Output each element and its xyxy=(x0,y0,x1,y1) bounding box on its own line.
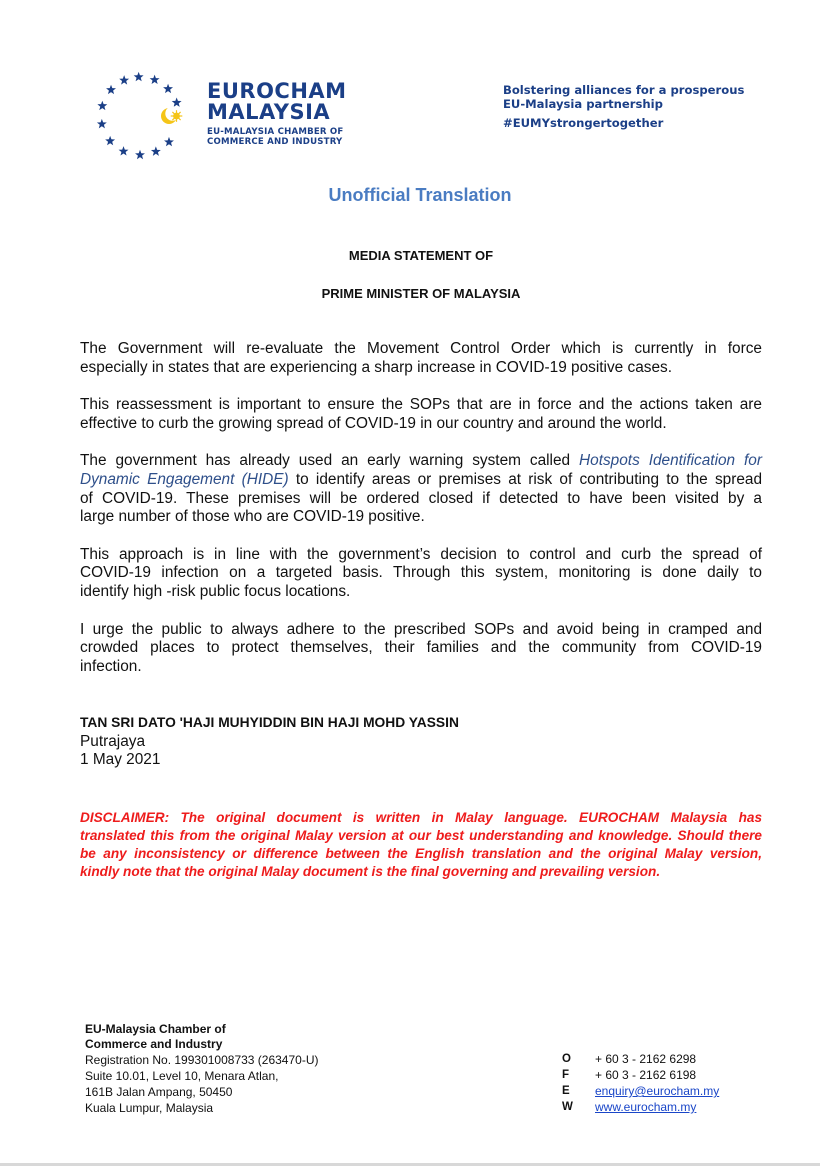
footer-org-line2: Commerce and Industry xyxy=(85,1037,223,1051)
paragraph-line: identify high -risk public focus locations. xyxy=(80,582,351,600)
logo-star-icon xyxy=(135,150,145,159)
paragraph-line: especially in states that are experiencing a sharp increase in COVID-19 positive cases. xyxy=(80,358,672,376)
footer-address-line: Suite 10.01, Level 10, Menara Atlan, xyxy=(85,1069,279,1083)
logo-star-icon xyxy=(134,72,144,81)
brand-name-line1: EUROCHAM xyxy=(207,79,347,103)
tagline-line2: EU-Malaysia partnership xyxy=(503,96,663,111)
paragraph-line: infection. xyxy=(80,657,142,675)
paragraph-5 xyxy=(80,621,762,677)
paragraph-4 xyxy=(80,546,762,602)
disclaimer-line: translated this from the original Malay version at our best understanding and knowledge. Should there xyxy=(80,828,762,843)
footer-address-line: Kuala Lumpur, Malaysia xyxy=(85,1101,214,1115)
contact-fax xyxy=(562,1067,719,1083)
logo-star-icon xyxy=(106,85,116,94)
office-phone: + 60 3 - 2162 6298 xyxy=(595,1052,697,1066)
logo-star-icon xyxy=(172,97,182,106)
logo-star-icon xyxy=(105,136,115,145)
footer-contacts xyxy=(562,1051,719,1115)
signature-block xyxy=(80,714,459,770)
statement-subtitle: PRIME MINISTER OF MALAYSIA xyxy=(321,286,521,301)
logo-star-icon xyxy=(163,84,173,93)
logo-star-icon xyxy=(97,101,107,110)
paragraph-line: This approach is in line with the government’s decision to control and curb the spread of xyxy=(80,545,762,563)
signature-place: Putrajaya xyxy=(80,732,146,750)
email-link[interactable]: enquiry@eurocham.my xyxy=(595,1084,720,1098)
disclaimer-line: DISCLAIMER: The original document is written in Malay language. EUROCHAM Malaysia has xyxy=(80,810,762,825)
statement-body xyxy=(80,340,762,695)
footer-address-line: 161B Jalan Ampang, 50450 xyxy=(85,1085,233,1099)
footer-address xyxy=(85,1022,319,1116)
logo-star-icon xyxy=(119,75,129,84)
tagline xyxy=(503,84,744,131)
disclaimer-line: be any inconsistency or difference between the English translation and the original Malay version, xyxy=(80,846,762,861)
paragraph-3 xyxy=(80,452,762,526)
paragraph-line: The Government will re-evaluate the Movement Control Order which is currently in force xyxy=(80,340,762,357)
tagline-line1: Bolstering alliances for a prosperous xyxy=(503,83,745,97)
paragraph-line: I urge the public to always adhere to the prescribed SOPs and avoid being in cramped and xyxy=(80,620,762,638)
brand-name-line2: MALAYSIA xyxy=(207,100,331,124)
unofficial-translation-heading: Unofficial Translation xyxy=(328,185,512,205)
footer-org-line1: EU-Malaysia Chamber of xyxy=(85,1022,226,1036)
disclaimer xyxy=(80,809,762,881)
paragraph-line: crowded places to protect themselves, their families and the community from COVID-19 xyxy=(80,639,762,657)
contact-website xyxy=(562,1099,719,1115)
crescent-sun-icon xyxy=(161,106,182,124)
paragraph-line: COVID-19 infection on a targeted basis. Through this system, monitoring is done daily to xyxy=(80,564,762,582)
signature-date: 1 May 2021 xyxy=(80,751,161,769)
website-link[interactable]: www.eurocham.my xyxy=(595,1100,697,1114)
logo-star-icon xyxy=(150,75,160,84)
logo-star-icon xyxy=(164,137,174,146)
eurocham-logo xyxy=(90,66,190,166)
paragraph-2 xyxy=(80,396,762,433)
website-label: W xyxy=(562,1101,573,1113)
paragraph-line xyxy=(80,452,762,471)
contact-office xyxy=(562,1051,719,1067)
office-label: O xyxy=(562,1053,571,1065)
logo-star-icon xyxy=(97,119,107,128)
signatory-name: TAN SRI DATO 'HAJI MUHYIDDIN BIN HAJI MOHD YASSIN xyxy=(80,715,459,730)
contact-email xyxy=(562,1083,719,1099)
paragraph-line xyxy=(80,471,762,490)
hashtag: #EUMYstrongertogether xyxy=(503,116,664,130)
fax-label: F xyxy=(562,1069,570,1081)
footer-registration: Registration No. 199301008733 (263470-U) xyxy=(85,1053,319,1067)
logo-star-icon xyxy=(151,146,161,155)
disclaimer-line: kindly note that the original Malay document is the final governing and prevailing version. xyxy=(80,864,661,879)
hide-system-name: Dynamic Engagement (HIDE) xyxy=(80,470,289,488)
logo-star-icon xyxy=(119,146,129,155)
paragraph-line: of COVID-19. These premises will be ordered closed if detected to have been visited by a xyxy=(80,489,762,507)
brand-block xyxy=(207,81,347,147)
paragraph-1 xyxy=(80,340,762,377)
fax-number: + 60 3 - 2162 6198 xyxy=(595,1068,697,1082)
paragraph-line: large number of those who are COVID-19 positive. xyxy=(80,508,425,526)
email-label: E xyxy=(562,1085,570,1097)
brand-subtitle-line2: COMMERCE AND INDUSTRY xyxy=(207,137,343,147)
paragraph-text: to identify areas or premises at risk of contributing to the spread xyxy=(288,470,763,488)
paragraph-line: This reassessment is important to ensure the SOPs that are in force and the actions taken are xyxy=(80,396,762,414)
paragraph-text: The government has already used an early warning system called xyxy=(80,452,580,470)
statement-title: MEDIA STATEMENT OF xyxy=(348,248,494,263)
paragraph-line: effective to curb the growing spread of COVID-19 in our country and around the world. xyxy=(80,414,667,432)
brand-subtitle-line1: EU-MALAYSIA CHAMBER OF xyxy=(207,127,344,137)
hide-system-name: Hotspots Identification for xyxy=(579,452,762,470)
